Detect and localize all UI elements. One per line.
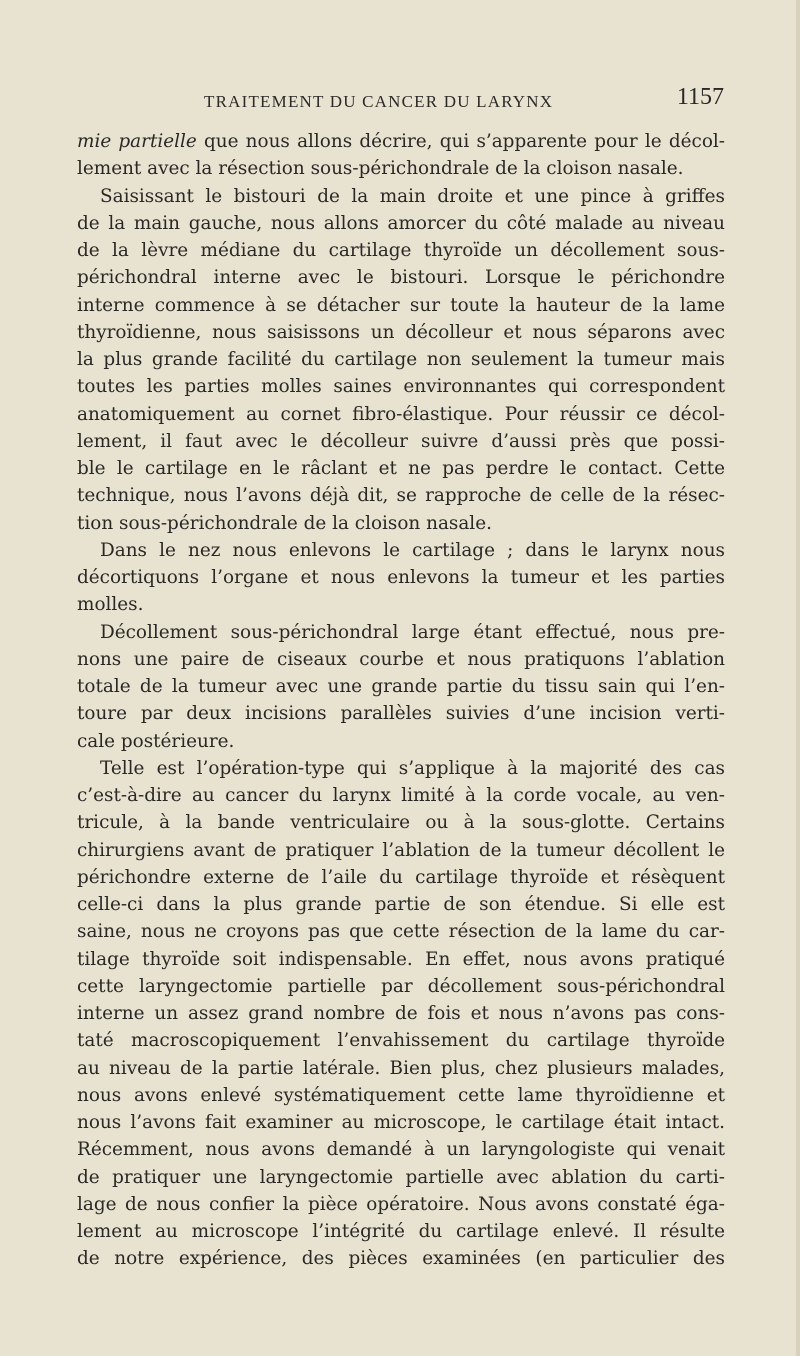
text-line: ble le cartilage en le râclant et ne pas perdre le contact. Cette — [77, 458, 725, 479]
text-line: saine, nous ne croyons pas que cette résection de la lame du car- — [77, 921, 725, 943]
text-line: chirurgiens avant de pratiquer l’ablation de la tumeur décollent le — [77, 839, 725, 861]
text-line: lage de nous confier la pièce opératoire. Nous avons constaté éga- — [77, 1193, 725, 1215]
text-line: interne un assez grand nombre de fois et nous n’avons pas cons- — [77, 1003, 725, 1024]
text-line: nons une paire de ciseaux courbe et nous pratiquons l’ablation — [77, 648, 725, 670]
text-line: de pratiquer une laryngectomie partielle avec ablation du carti- — [77, 1166, 725, 1188]
text-line: interne commence à se détacher sur toute la hauteur de la lame — [77, 294, 725, 316]
text-line: périchondral interne avec le bistouri. Lorsque le périchondre — [77, 267, 725, 289]
text-line: tion sous-périchondrale de la cloison nasale. — [77, 512, 492, 534]
text-line: nous avons enlevé systématiquement cette lame thyroïdienne et — [77, 1084, 725, 1106]
text-line: anatomiquement au cornet fibro-élastique. Pour réussir ce décol- — [77, 403, 725, 425]
text-line: décortiquons l’organe et nous enlevons la tumeur et les parties — [77, 567, 725, 588]
text-line: de la lèvre médiane du cartilage thyroïde un décollement sous- — [77, 240, 725, 261]
text-line: lement, il faut avec le décolleur suivre d’aussi près que possi- — [77, 430, 725, 452]
text-line: Récemment, nous avons demandé à un laryngologiste qui venait — [77, 1139, 725, 1161]
text-line: la plus grande facilité du cartilage non seulement la tumeur mais — [77, 349, 725, 370]
text-line: molles. — [77, 594, 144, 616]
text-line: mie partielle que nous allons décrire, qui s’apparente pour le décol- — [77, 131, 725, 152]
text-line: thyroïdienne, nous saisissons un décolleur et nous séparons avec — [77, 321, 725, 343]
running-title: TRAITEMENT DU CANCER DU LARYNX — [204, 92, 554, 111]
page-number: 1157 — [676, 84, 724, 110]
text-line: au niveau de la partie latérale. Bien plus, chez plusieurs malades, — [77, 1057, 725, 1079]
text-line: toure par deux incisions parallèles suivies d’une incision verti- — [77, 703, 725, 725]
text-line: lement avec la résection sous-périchondrale de la cloison nasale. — [77, 158, 684, 180]
body-text — [77, 128, 725, 1273]
text-line: périchondre externe de l’aile du cartilage thyroïde et résèquent — [77, 866, 725, 888]
text-line: de la main gauche, nous allons amorcer du côté malade au niveau — [77, 212, 725, 234]
text-line: de notre expérience, des pièces examinées (en particulier des — [77, 1248, 725, 1270]
text-line: nous l’avons fait examiner au microscope, le cartilage était intact. — [77, 1112, 725, 1133]
text-line: c’est-à-dire au cancer du larynx limité à la corde vocale, au ven- — [77, 785, 725, 806]
text-line: toutes les parties molles saines environnantes qui correspondent — [77, 376, 725, 398]
text-line: Telle est l’opération-type qui s’applique à la majorité des cas — [100, 757, 725, 779]
text-line: celle-ci dans la plus grande partie de son étendue. Si elle est — [77, 894, 725, 915]
text-line: tilage thyroïde soit indispensable. En effet, nous avons pratiqué — [77, 948, 725, 970]
text-line: totale de la tumeur avec une grande partie du tissu sain qui l’en- — [77, 676, 725, 697]
text-line: cale postérieure. — [77, 730, 235, 752]
text-line: tricule, à la bande ventriculaire ou à la sous-glotte. Certains — [77, 812, 725, 834]
text-line: Saisissant le bistouri de la main droite et une pince à griffes — [100, 185, 725, 207]
text-line: taté macroscopiquement l’envahissement du cartilage thyroïde — [77, 1030, 725, 1052]
page-header — [76, 84, 724, 116]
text-line: cette laryngectomie partielle par décollement sous-périchondral — [77, 975, 725, 997]
text-line: lement au microscope l’intégrité du cartilage enlevé. Il résulte — [77, 1221, 725, 1242]
italic-term: mie partielle — [77, 131, 197, 152]
text-line: Dans le nez nous enlevons le cartilage ; dans le larynx nous — [100, 539, 725, 561]
text-line: Décollement sous-périchondral large étant effectué, nous pre- — [100, 621, 725, 643]
text-line: technique, nous l’avons déjà dit, se rapproche de celle de la résec- — [77, 485, 725, 507]
